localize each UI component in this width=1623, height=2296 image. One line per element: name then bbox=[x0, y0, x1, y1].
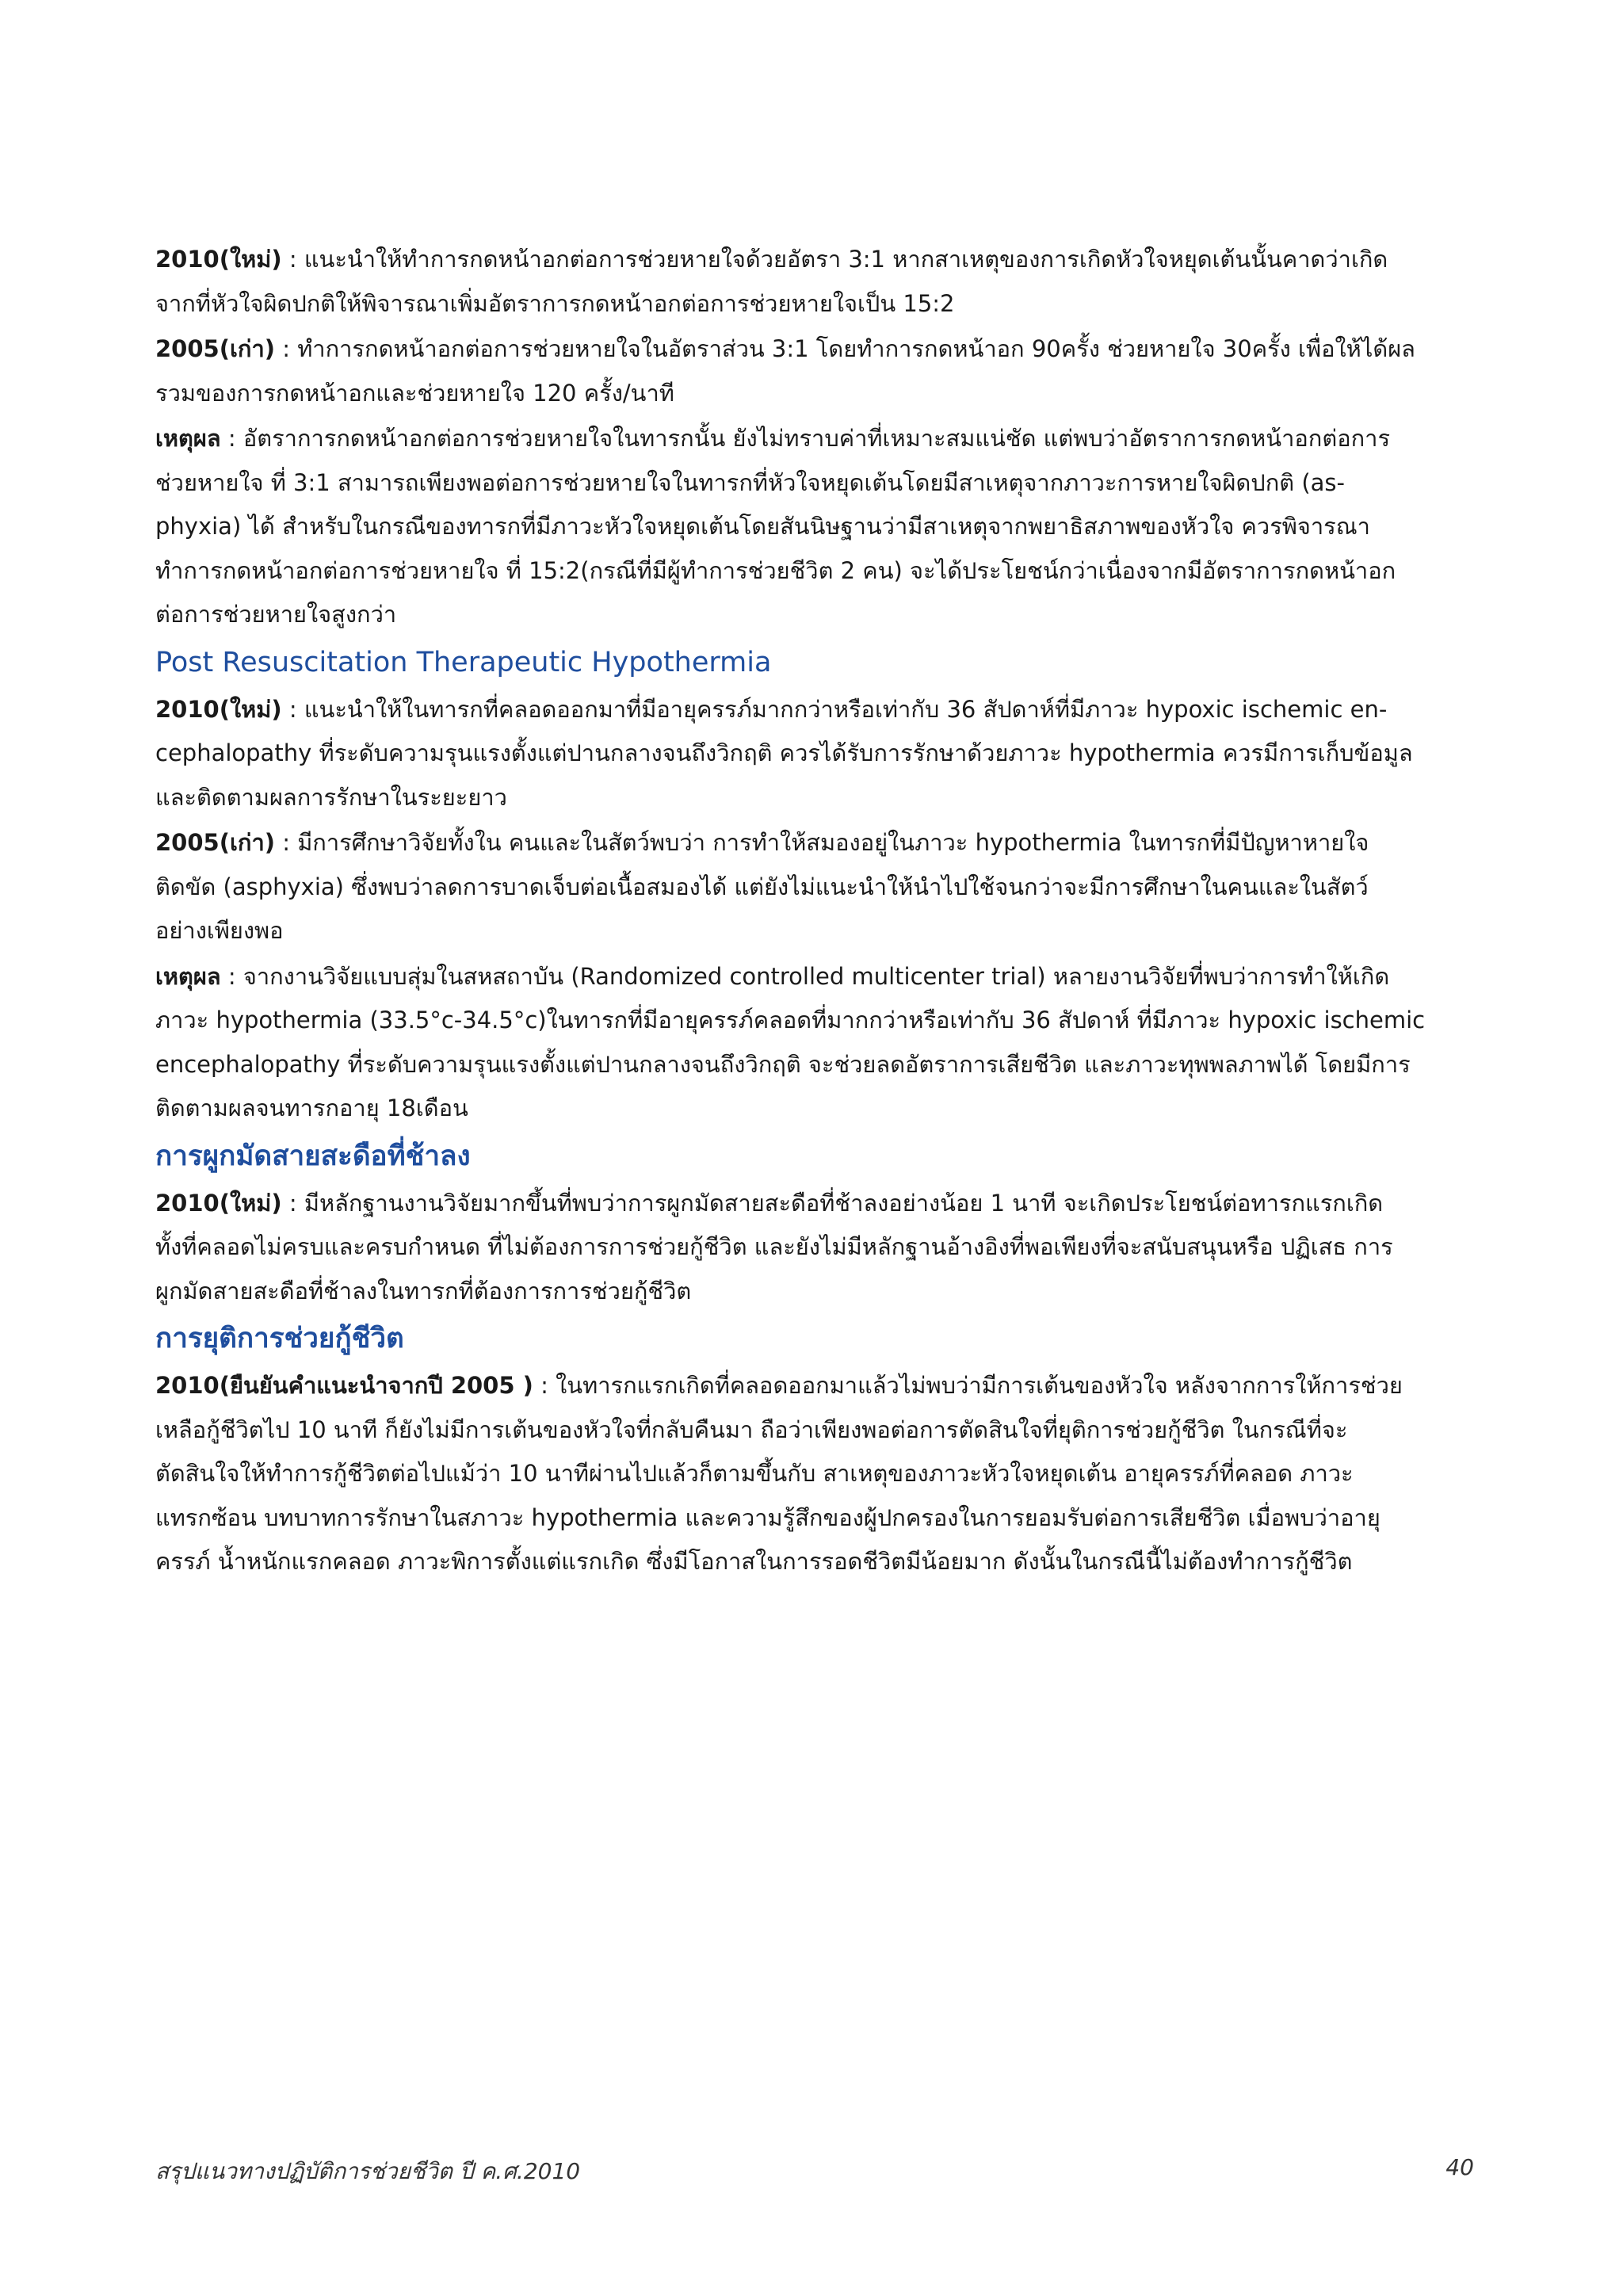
paragraph-text: : จากงานวิจัยแบบสุ่มในสหสถาบัน (Randomized controlled multicenter trial) หลายงานวิจัยที่พบว่าการทำให้เกิด ภาวะ hypothermia (33.5°c-34.5°c)ในทารกที่มีอายุครรภ์คลอดที่มากกว่าหรือเท่ากับ 36 สัปดาห์ ที่มีภาวะ hypoxic ischemic encephalopathy ที่ระดับความรุนแรงตั้งแต่ปานกลางจนถึงวิกฤติ จะช่วยลดอัตราการเสียชีวิต และภาวะทุพพลภาพได้ โดยมีการ ติดตามผลจนทารกอายุ 18เดือน bbox=[155, 962, 1426, 1121]
page-number: 40 bbox=[1445, 2154, 1474, 2180]
paragraph-lead: เหตุผล bbox=[155, 425, 221, 452]
footer-title: สรุปแนวทางปฏิบัติการช่วยชีวิต ปี ค.ศ.2010 bbox=[155, 2158, 581, 2184]
paragraph-text: : ทำการกดหน้าอกต่อการช่วยหายใจในอัตราส่วน 3:1 โดยทำการกดหน้าอก 90ครั้ง ช่วยหายใจ 30ครั้ง เพื่อให้ได้ผล รวมของการกดหน้าอกและช่วยหายใจ 120 ครั้ง/นาที bbox=[155, 335, 1415, 407]
paragraph-text: : ในทารกแรกเกิดที่คลอดออกมาแล้วไม่พบว่ามีการเต้นของหัวใจ หลังจากการให้การช่วย เหลือกู้ชีวิตไป 10 นาที ก็ยังไม่มีการเต้นของหัวใจที่กลับคืนมา ถือว่าเพียงพอต่อการตัดสินใจที่ยุติการช่วยกู้ชีวิต ในกรณีที่จะ ตัดสินใจให้ทำการกู้ชีวิตต่อไปแม้ว่า 10 นาทีผ่านไปแล้วก็ตามขึ้นกับ สาเหตุของภาวะหัวใจหยุดเต้น อายุครรภ์ที่คลอด ภาวะ แทรกซ้อน บทบาทการรักษาในสภาวะ hypothermia และความรู้สึกของผู้ปกครองในการยอมรับต่อการเสียชีวิต เมื่อพบว่าอายุ ครรภ์ น้ำหนักแรกคลอด ภาวะพิการตั้งแต่แรกเกิด ซึ่งมีโอกาสในการรอดชีวิตมีน้อยมาก ดังนั้นในกรณีนี้ไม่ต้องทำการกู้ชีวิต bbox=[155, 1372, 1403, 1575]
paragraph-lead: เหตุผล bbox=[155, 962, 221, 990]
termination-2010-paragraph bbox=[155, 1364, 1474, 1584]
paragraph-text: : แนะนำให้ในทารกที่คลอดออกมาที่มีอายุครรภ์มากกว่าหรือเท่ากับ 36 สัปดาห์ที่มีภาวะ hypoxic ischemic en- cephalopathy ที่ระดับความรุนแรงตั้งแต่ปานกลางจนถึงวิกฤติ ควรได้รับการรักษาด้วยภาวะ hypothermia ควรมีการเก็บข้อมูล และติดตามผลการรักษาในระยะยาว bbox=[155, 695, 1413, 811]
hypothermia-2010-paragraph bbox=[155, 688, 1474, 820]
paragraph-lead: 2005(เก่า) bbox=[155, 829, 275, 856]
paragraph-lead: 2005(เก่า) bbox=[155, 335, 275, 362]
hypothermia-2005-paragraph bbox=[155, 821, 1474, 953]
paragraph-text: : แนะนำให้ทำการกดหน้าอกต่อการช่วยหายใจด้วยอัตรา 3:1 หากสาเหตุของการเกิดหัวใจหยุดเต้นนั้นคาดว่าเกิด จากที่หัวใจผิดปกติให้พิจารณาเพิ่มอัตราการกดหน้าอกต่อการช่วยหายใจเป็น 15:2 bbox=[155, 246, 1388, 317]
cord-clamping-heading: การผูกมัดสายสะดือที่ช้าลง bbox=[155, 1140, 471, 1172]
ratio-2010-paragraph bbox=[155, 238, 1474, 326]
page-content bbox=[155, 238, 1474, 1586]
paragraph-lead: 2010(ใหม่) bbox=[155, 695, 282, 723]
ratio-reason-paragraph bbox=[155, 417, 1474, 637]
paragraph-text: : มีหลักฐานงานวิจัยมากขึ้นที่พบว่าการผูกมัดสายสะดือที่ช้าลงอย่างน้อย 1 นาที จะเกิดประโยชน์ต่อทารกแรกเกิด ทั้งที่คลอดไม่ครบและครบกำหนด ที่ไม่ต้องการการช่วยกู้ชีวิต และยังไม่มีหลักฐานอ้างอิงที่พอเพียงที่จะสนับสนุนหรือ ปฏิเสธ การ ผูกมัดสายสะดือที่ช้าลงในทารกที่ต้องการการช่วยกู้ชีวิต bbox=[155, 1189, 1393, 1305]
paragraph-lead: 2010(ใหม่) bbox=[155, 246, 282, 273]
paragraph-lead-c: 2005 ) bbox=[442, 1372, 533, 1399]
hypothermia-reason-paragraph bbox=[155, 955, 1474, 1131]
paragraph-text: : อัตราการกดหน้าอกต่อการช่วยหายใจในทารกนั้น ยังไม่ทราบค่าที่เหมาะสมแน่ชัด แต่พบว่าอัตราการกดหน้าอกต่อการ ช่วยหายใจ ที่ 3:1 สามารถเพียงพอต่อการช่วยหายใจในทารกที่หัวใจหยุดเต้นโดยมีสาเหตุจากภาวะการหายใจผิดปกติ (as- phyxia) ได้ สำหรับในกรณีของทารกที่มีภาวะหัวใจหยุดเต้นโดยสันนิษฐานว่ามีสาเหตุจากพยาธิสภาพของหัวใจ ควรพิจารณา ทำการกดหน้าอกต่อการช่วยหายใจ ที่ 15:2(กรณีที่มีผู้ทำการช่วยชีวิต 2 คน) จะได้ประโยชน์กว่าเนื่องจากมีอัตราการกดหน้าอก ต่อการช่วยหายใจสูงกว่า bbox=[155, 425, 1396, 628]
paragraph-text: : มีการศึกษาวิจัยทั้งใน คนและในสัตว์พบว่า การทำให้สมองอยู่ในภาวะ hypothermia ในทารกที่มีปัญหาหายใจ ติดขัด (asphyxia) ซึ่งพบว่าลดการบาดเจ็บต่อเนื้อสมองได้ แต่ยังไม่แนะนำให้นำไปใช้จนกว่าจะมีการศึกษาในคนและในสัตว์ อย่างเพียงพอ bbox=[155, 829, 1369, 944]
ratio-2005-paragraph bbox=[155, 327, 1474, 415]
paragraph-lead: 2010(ใหม่) bbox=[155, 1189, 282, 1217]
paragraph-lead-a: 2010( bbox=[155, 1372, 230, 1399]
paragraph-lead-b: ยืนยันคำแนะนำจากปี bbox=[229, 1372, 443, 1399]
termination-heading: การยุติการช่วยกู้ชีวิต bbox=[155, 1323, 404, 1354]
hypothermia-heading: Post Resuscitation Therapeutic Hypothermia bbox=[155, 646, 772, 678]
cord-2010-paragraph bbox=[155, 1182, 1474, 1314]
